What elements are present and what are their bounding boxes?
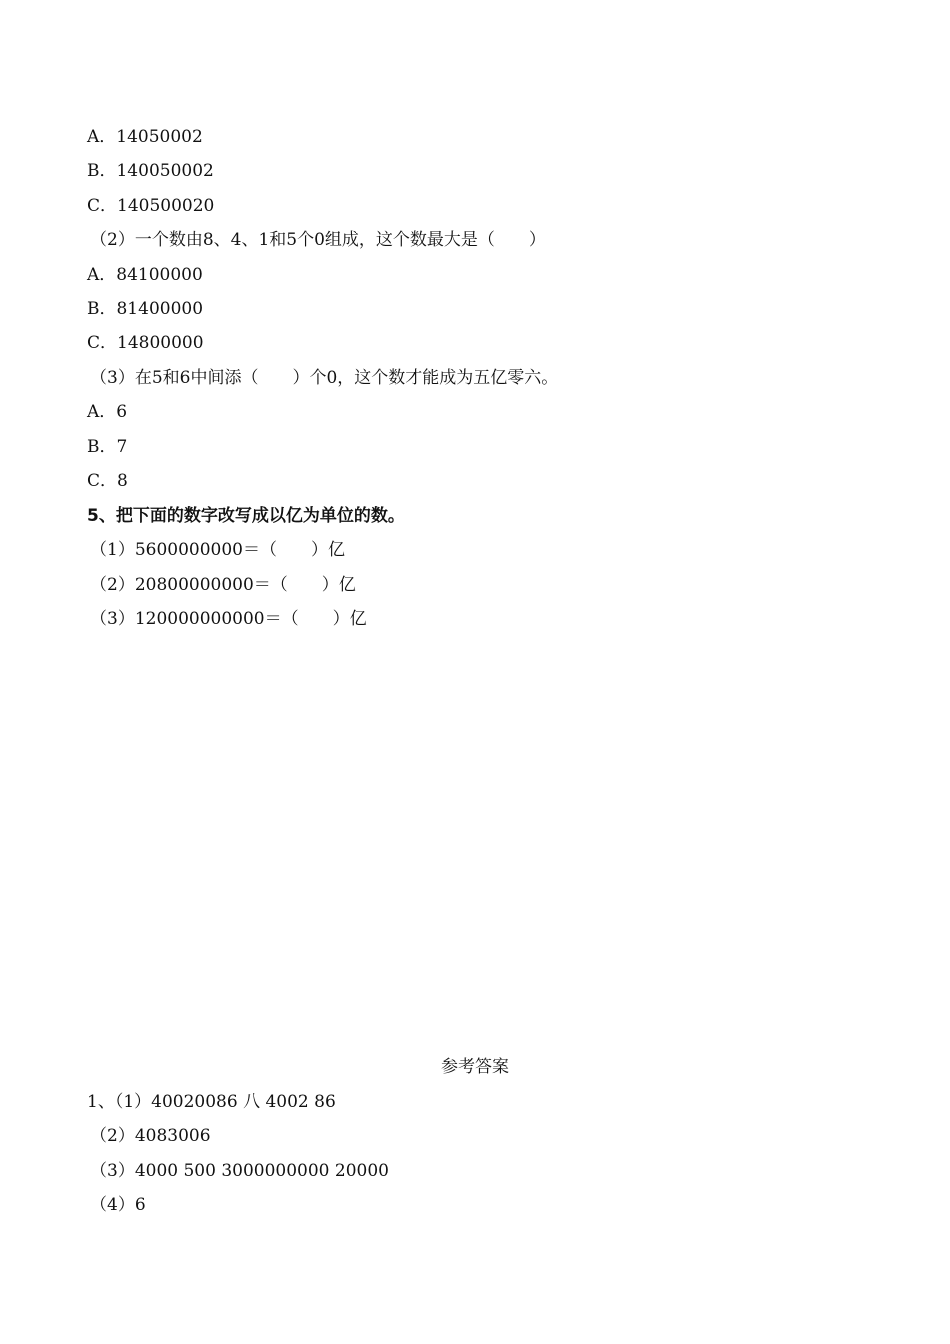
answer-line-3: （3）4000 500 3000000000 20000 [90, 1161, 389, 1181]
q4-p1-option-b: B．140050002 [87, 161, 214, 181]
q4-p2-option-b: B．81400000 [87, 299, 204, 319]
q4-p1-option-c: C．140500020 [87, 196, 215, 216]
answer-line-1: 1、（1）40020086 八 4002 86 [87, 1092, 336, 1112]
answer-line-4: （4）6 [90, 1195, 146, 1215]
q4-p3-option-b: B．7 [87, 437, 128, 457]
q5-heading: 5、把下面的数字改写成以亿为单位的数。 [87, 506, 405, 526]
q4-p1-option-a: A．14050002 [87, 127, 203, 147]
q4-p2-stem: （2）一个数由8、4、1和5个0组成，这个数最大是（ ） [90, 230, 546, 250]
q4-p2-option-c: C．14800000 [87, 333, 204, 353]
q4-p3-option-c: C．8 [87, 471, 128, 491]
q4-p3-option-a: A．6 [87, 402, 128, 422]
q4-p3-stem: （3）在5和6中间添（ ）个0，这个数才能成为五亿零六。 [90, 368, 559, 388]
q5-item-2: （2）20800000000＝（ ）亿 [90, 575, 356, 595]
answer-line-2: （2）4083006 [90, 1126, 211, 1146]
q5-item-3: （3）120000000000＝（ ）亿 [90, 609, 367, 629]
q4-p2-option-a: A．84100000 [87, 265, 203, 285]
answers-title: 参考答案 [441, 1057, 509, 1077]
q5-item-1: （1）5600000000＝（ ）亿 [90, 540, 345, 560]
